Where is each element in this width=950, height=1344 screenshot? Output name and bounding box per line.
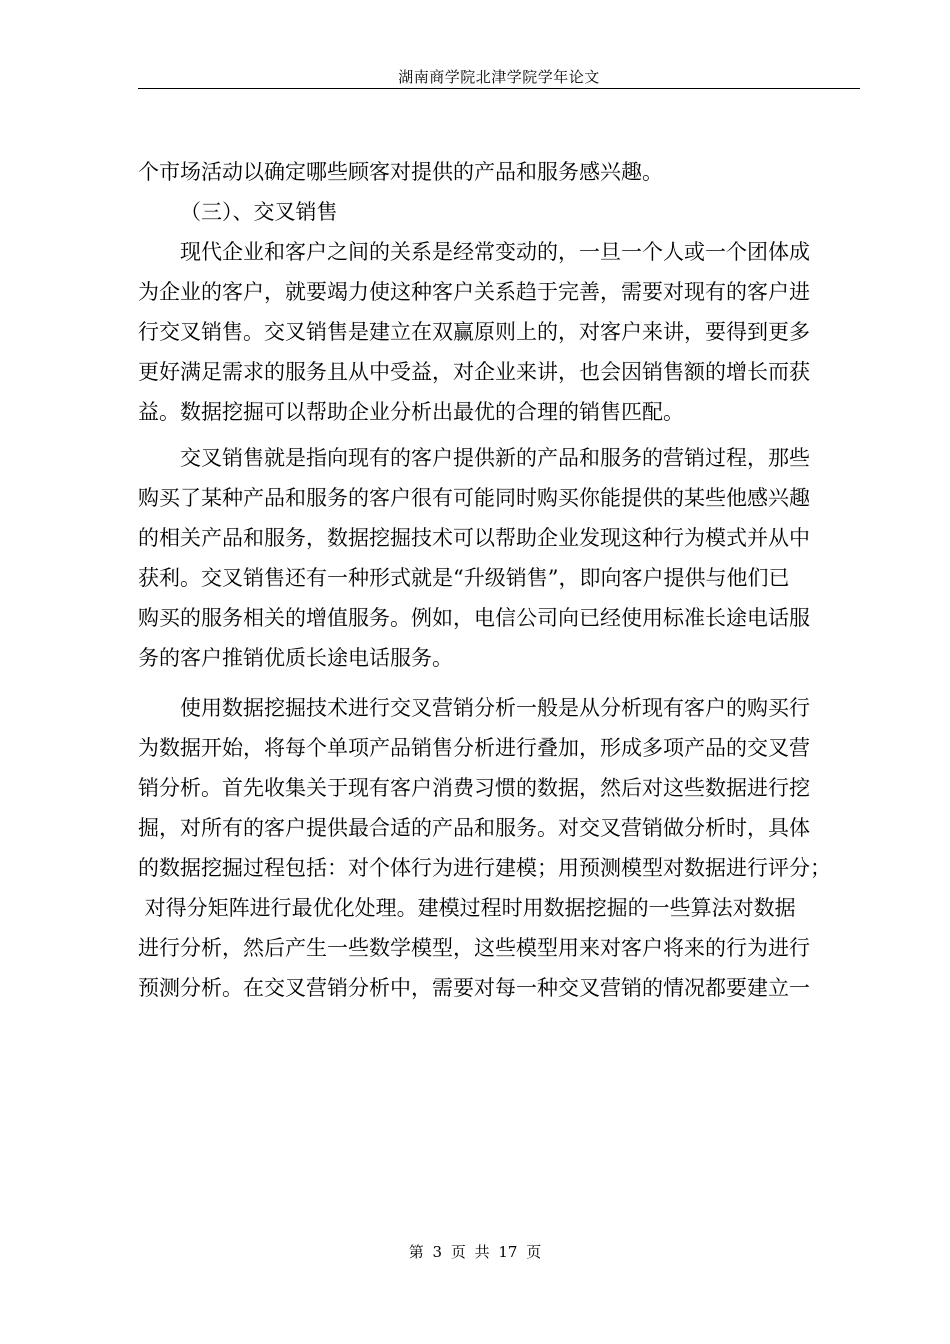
paragraph-line: 购买的服务相关的增值服务。例如，电信公司向已经使用标准长途电话服: [138, 606, 810, 630]
paragraph-line: 现代企业和客户之间的关系是经常变动的，一旦一个人或一个团体成: [180, 240, 810, 264]
paragraph-line: 预测分析。在交叉营销分析中，需要对每一种交叉营销的情况都要建立一: [138, 976, 810, 1000]
page-number: 第 3 页 共 17 页: [408, 1243, 542, 1261]
paragraph-line: 进行分析，然后产生一些数学模型，这些模型用来对客户将来的行为进行: [138, 936, 810, 960]
paragraph-line: 为数据开始，将每个单项产品销售分析进行叠加，形成多项产品的交叉营: [138, 736, 810, 760]
paragraph-line: 的相关产品和服务，数据挖掘技术可以帮助企业发现这种行为模式并从中: [138, 526, 810, 550]
paragraph-line: 使用数据挖掘技术进行交叉营销分析一般是从分析现有客户的购买行: [180, 696, 810, 720]
paragraph-line: 购买了某种产品和服务的客户很有可能同时购买你能提供的某些他感兴趣: [138, 486, 810, 510]
paragraph-line: 掘，对所有的客户提供最合适的产品和服务。对交叉营销做分析时，具体: [138, 816, 810, 840]
paragraph-line: 销分析。首先收集关于现有客户消费习惯的数据，然后对这些数据进行挖: [138, 776, 810, 800]
paragraph-line: 行交叉销售。交叉销售是建立在双赢原则上的，对客户来讲，要得到更多: [138, 320, 810, 344]
paragraph-1: [138, 232, 862, 432]
header-rule: [138, 88, 860, 89]
continuation-line: 个市场活动以确定哪些顾客对提供的产品和服务感兴趣。: [138, 160, 663, 184]
page-header: 湖南商学院北津学院学年论文: [398, 68, 600, 86]
paragraph-line: 务的客户推销优质长途电话服务。: [138, 646, 453, 670]
paragraph-line: 交叉销售就是指向现有的客户提供新的产品和服务的营销过程，那些: [180, 446, 810, 470]
paragraph-3: [138, 688, 862, 1008]
paragraph-line: 为企业的客户，就要竭力使这种客户关系趋于完善，需要对现有的客户进: [138, 280, 810, 304]
paragraph-line: 的数据挖掘过程包括：对个体行为进行建模；用预测模型对数据进行评分；: [138, 856, 831, 880]
paragraph-line: 对得分矩阵进行最优化处理。建模过程时用数据挖掘的一些算法对数据: [138, 896, 796, 920]
section-heading: （三）、交叉销售: [180, 200, 338, 224]
paragraph-line: 获利。交叉销售还有一种形式就是“升级销售”，即向客户提供与他们已: [138, 566, 790, 590]
paragraph-2: [138, 438, 862, 678]
paragraph-line: 更好满足需求的服务且从中受益，对企业来讲，也会因销售额的增长而获: [138, 360, 810, 384]
paragraph-line: 益。数据挖掘可以帮助企业分析出最优的合理的销售匹配。: [138, 400, 684, 424]
document-body: [138, 152, 862, 1008]
